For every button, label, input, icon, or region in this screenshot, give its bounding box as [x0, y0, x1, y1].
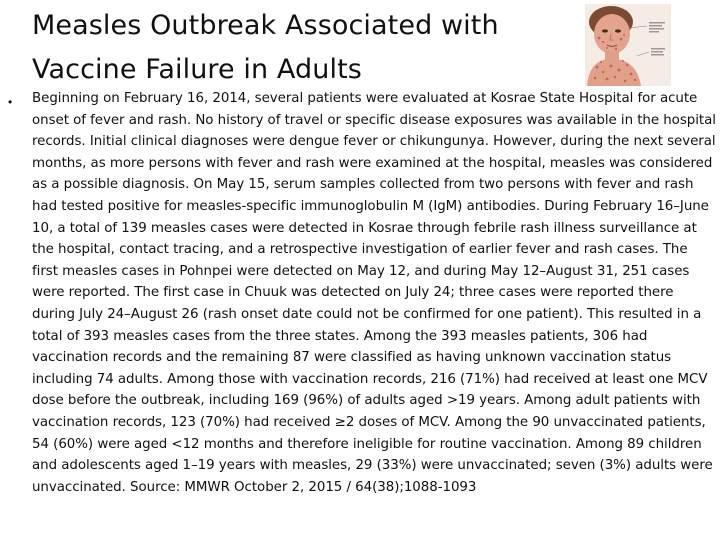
slide-title: Measles Outbreak Associated with Vaccine Failure in Adults — [32, 10, 499, 85]
body-paragraph: Beginning on February 16, 2014, several patients were evaluated at Kosrae State Hospital for acute onset of fever and rash. No history of travel or specific disease exposures was available in the hospital records. Initial clinical diagnoses were dengue fever or chikungunya. However, during the next several months, as more persons with fever and rash were examined at the hospital, measles was considered as a possible diagnosis. On May 15, serum samples collected from two persons with fever and rash had tested positive for measles-specific immunoglobulin M (IgM) antibodies. During February 16–June 10, a total of 139 measles cases were detected in Kosrae through febrile rash illness surveillance at the hospital, contact tracing, and a retrospective investigation of earlier fever and rash cases. The first measles cases in Pohnpei were detected on May 12, and during May 12–August 31, 251 cases were reported. The first case in Chuuk was detected on July 24; three cases were reported there during July 24–August 26 (rash onset date could not be confirmed for one patient). This resulted in a total of 393 measles cases from the three states. Among the 393 measles patients, 306 had vaccination records and the remaining 87 were classified as having unknown vaccination status including 74 adults. Among those with vaccination records, 216 (71%) had received at least one MCV dose before the outbreak, including 169 (96%) of adults aged >19 years. Among adult patients with vaccination records, 123 (70%) had received ≥2 doses of MCV. Among the 90 unvaccinated patients, 54 (60%) were aged <12 months and therefore ineligible for routine vaccination. Among 89 children and adolescents aged 1–19 years with measles, 29 (33%) were unvaccinated; seven (3%) adults were unvaccinated. Source: MMWR October 2, 2015 / 64(38);1088-1093 — [32, 91, 716, 495]
measles-rash-child-photo-icon — [585, 4, 671, 86]
bullet-marker: • — [8, 95, 13, 109]
